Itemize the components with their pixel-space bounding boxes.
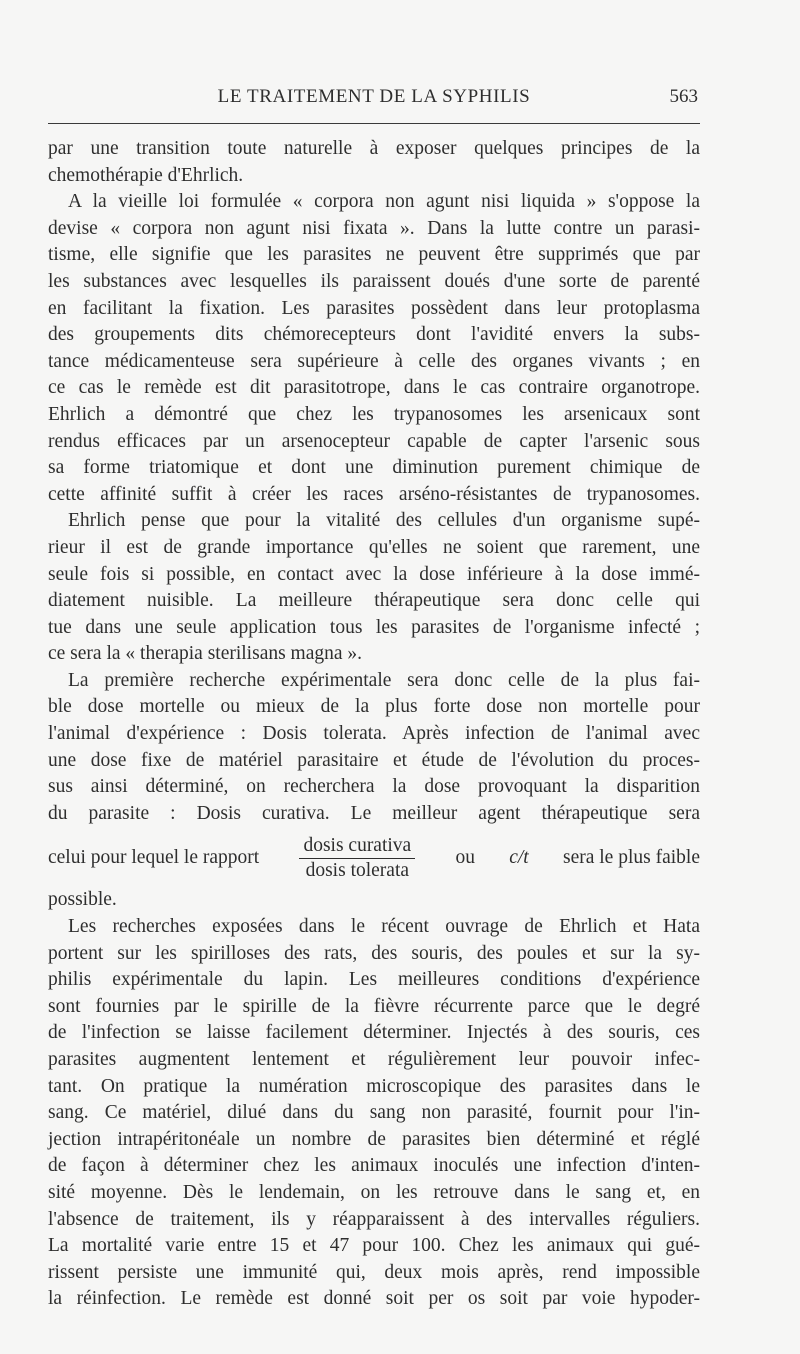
- text-line: sité moyenne. Dès le lendemain, on les retrouve dans le sang et, en: [48, 1181, 700, 1203]
- text-line: jection intrapéritonéale un nombre de parasites bien déterminé et réglé: [48, 1128, 700, 1150]
- text-line: diatement nuisible. La meilleure thérapeutique sera donc celle qui: [48, 590, 700, 612]
- text-line: Les recherches exposées dans le récent ouvrage de Ehrlich et Hata: [68, 916, 700, 938]
- text-line: La première recherche expérimentale sera donc celle de la plus fai-: [68, 669, 700, 691]
- text-line: la réinfection. Le remède est donné soit per os soit par voie hypoder-: [48, 1288, 700, 1310]
- formula-text-before: celui pour lequel le rapport: [48, 847, 260, 869]
- text-line: possible.: [48, 889, 117, 911]
- text-line: ce sera la « therapia sterilisans magna ».: [48, 643, 363, 665]
- header-rule: [48, 123, 700, 124]
- text-line: tisme, elle signifie que les parasites ne peuvent être supprimés que par: [48, 244, 700, 266]
- text-line: portent sur les spirilloses des rats, des souris, des poules et sur la sy-: [48, 942, 700, 964]
- ratio-fraction: [299, 834, 415, 883]
- text-line: sont fournies par le spirille de la fièvre récurrente parce que le degré: [48, 995, 700, 1017]
- text-line: ce cas le remède est dit parasitotrope, dans le cas contraire organotrope.: [48, 377, 700, 399]
- text-line: de l'infection se laisse facilement déterminer. Injectés à des souris, ces: [48, 1022, 700, 1044]
- text-line: sus ainsi déterminé, on recherchera la dose provoquant la disparition: [48, 776, 700, 798]
- text-line: par une transition toute naturelle à exposer quelques principes de la: [48, 138, 700, 159]
- text-line: en facilitant la fixation. Les parasites possèdent dans leur protoplasma: [48, 297, 700, 319]
- text-line: sang. Ce matériel, dilué dans du sang non parasité, fournit pour l'in-: [48, 1102, 700, 1124]
- text-line: chemothérapie d'Ehrlich.: [48, 164, 244, 186]
- fraction-denominator: dosis tolerata: [305, 859, 410, 881]
- formula-line: [48, 829, 700, 887]
- text-line: rieur il est de grande importance qu'elles ne soient que rarement, une: [48, 536, 700, 558]
- text-line: philis expérimentale du lapin. Les meilleures conditions d'expérience: [48, 969, 700, 991]
- formula-text-middle: ou: [455, 847, 475, 869]
- text-line: rendus efficaces par un arsenocepteur capable de capter l'arsenic sous: [48, 430, 700, 452]
- text-line: l'absence de traitement, ils y réapparaissent à des intervalles réguliers.: [48, 1208, 700, 1230]
- body-text: [48, 136, 700, 1313]
- text-line: des groupements dits chémorecepteurs dont l'avidité envers la subs-: [48, 324, 700, 346]
- text-line: ble dose mortelle ou mieux de la plus forte dose non mortelle pour: [48, 696, 700, 718]
- text-line: A la vieille loi formulée « corpora non agunt nisi liquida » s'oppose la: [68, 191, 700, 213]
- text-line: tance médicamenteuse sera supérieure à celle des organes vivants ; en: [48, 350, 700, 372]
- text-line: sa forme triatomique et dont une diminution purement chimique de: [48, 457, 700, 479]
- text-line: cette affinité suffit à créer les races arséno-résistantes de trypanosomes.: [48, 483, 700, 505]
- text-line: Ehrlich a démontré que chez les trypanosomes les arsenicaux sont: [48, 403, 700, 425]
- fraction-numerator: dosis curativa: [299, 834, 415, 859]
- formula-text-after: sera le plus faible: [563, 847, 700, 869]
- text-line: Ehrlich pense que pour la vitalité des cellules d'un organisme supé-: [68, 510, 700, 532]
- text-line: tant. On pratique la numération microscopique des parasites dans le: [48, 1075, 700, 1097]
- text-line: de façon à déterminer chez les animaux inoculés une infection d'inten-: [48, 1155, 700, 1177]
- text-line: du parasite : Dosis curativa. Le meilleur agent thérapeutique sera: [48, 802, 700, 824]
- text-line: seule fois si possible, en contact avec la dose inférieure à la dose immé-: [48, 563, 700, 585]
- text-line: parasites augmentent lentement et régulièrement leur pouvoir infec-: [48, 1049, 700, 1070]
- running-title: LE TRAITEMENT DE LA SYPHILIS: [217, 86, 531, 107]
- page-number: 563: [669, 86, 698, 107]
- text-line: l'animal d'expérience : Dosis tolerata. Après infection de l'animal avec: [48, 723, 700, 745]
- ratio-symbol: c/t: [509, 847, 529, 869]
- text-line: les substances avec lesquelles ils paraissent doués d'une sorte de parenté: [48, 270, 700, 292]
- text-line: tue dans une seule application tous les parasites de l'organisme infecté ;: [48, 616, 700, 638]
- text-line: rissent persiste une immunité qui, deux mois après, rend impossible: [48, 1261, 700, 1283]
- text-line: une dose fixe de matériel parasitaire et étude de l'évolution du proces-: [48, 749, 700, 771]
- text-line: devise « corpora non agunt nisi fixata ». Dans la lutte contre un parasi-: [48, 217, 700, 239]
- running-header: [48, 86, 700, 110]
- text-line: La mortalité varie entre 15 et 47 pour 100. Chez les animaux qui gué-: [48, 1235, 700, 1257]
